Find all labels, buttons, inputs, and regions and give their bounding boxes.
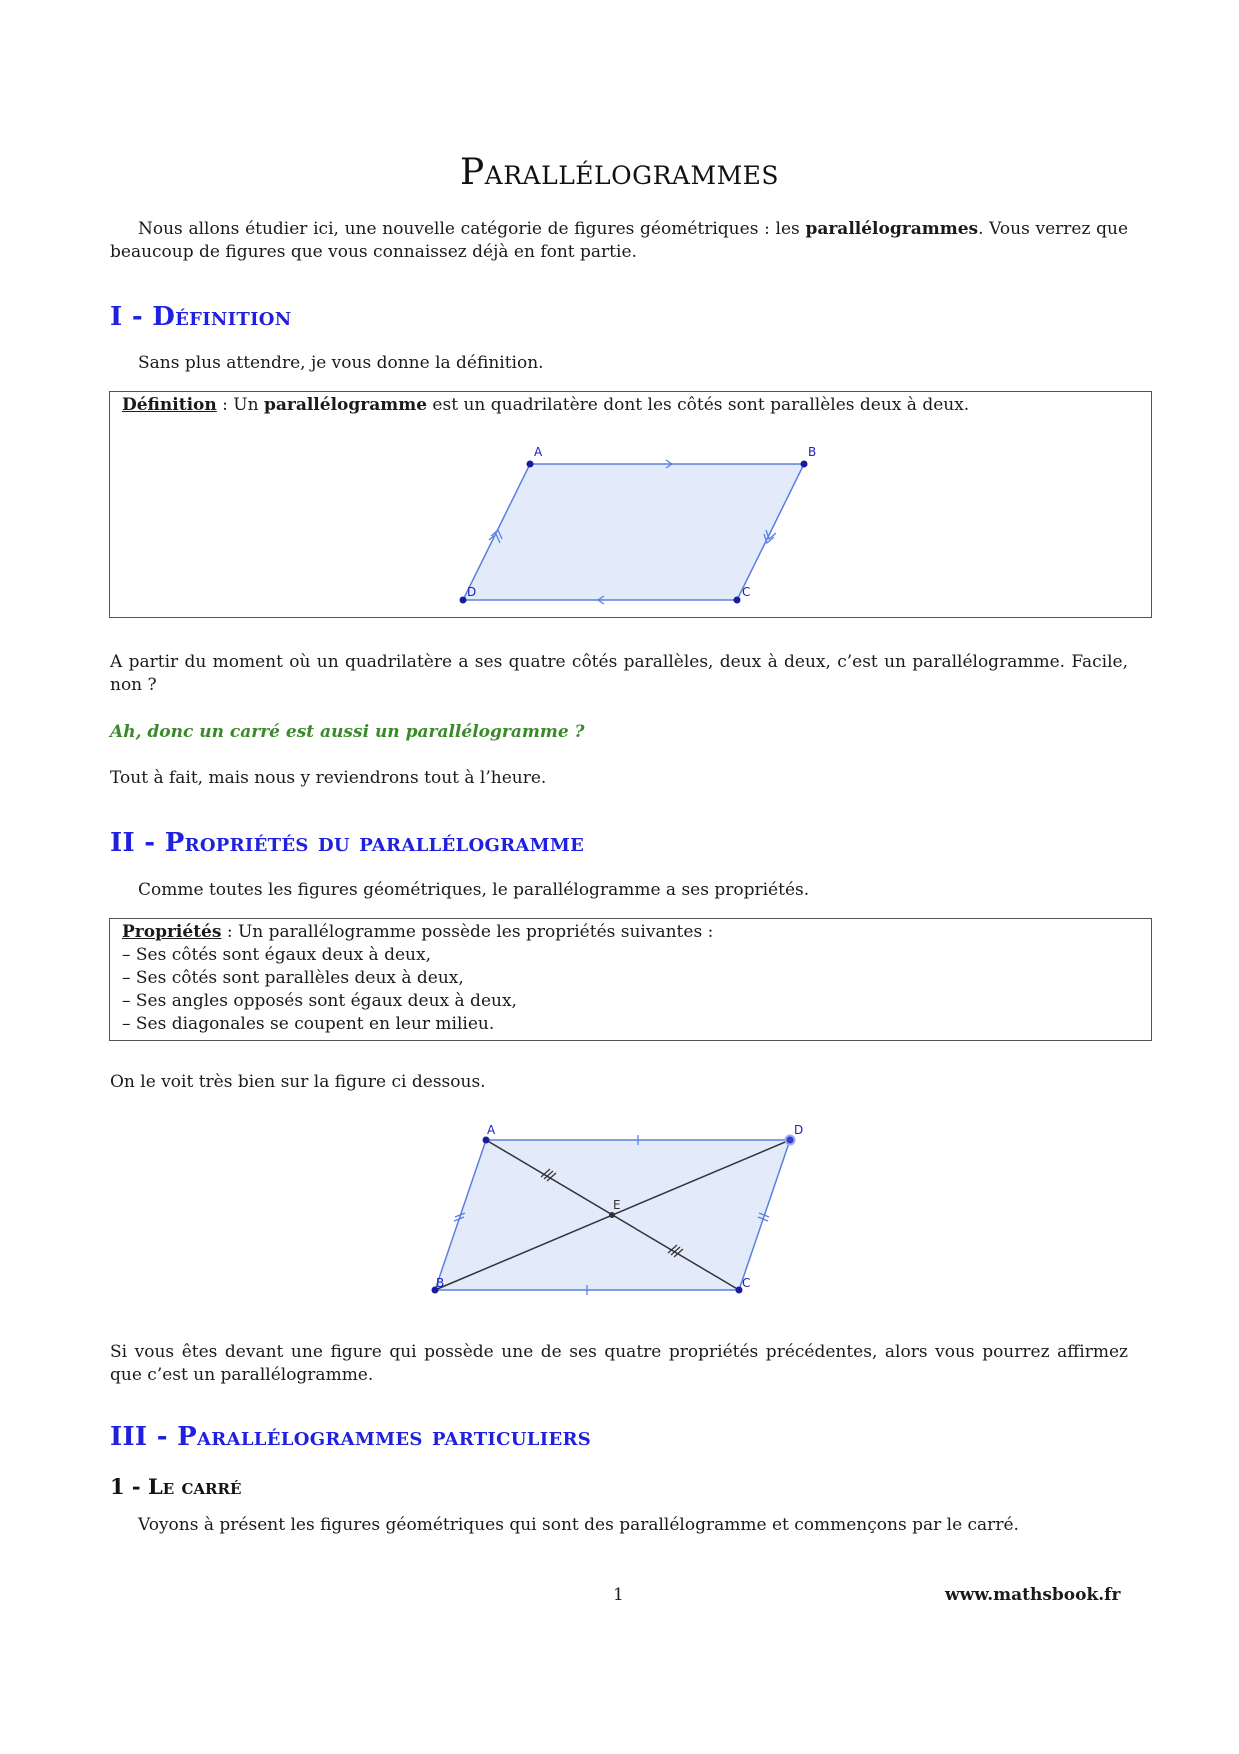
- section-heading-definition: I - Définition: [110, 302, 292, 332]
- definition-text: [122, 394, 969, 417]
- page-title: Parallélogrammes: [459, 152, 780, 193]
- definition-sep: : Un: [216, 395, 264, 415]
- figure-intro-line: On le voit très bien sur la figure ci dessous.: [110, 1072, 486, 1092]
- point-a: [527, 461, 534, 468]
- point-e: [609, 1212, 615, 1218]
- label-d: D: [794, 1125, 804, 1137]
- label-a: A: [487, 1125, 496, 1137]
- section1-lead: Sans plus attendre, je vous donne la définition.: [138, 353, 544, 373]
- section3-lead: Voyons à présent les figures géométriques qui sont des parallélogramme et commençons par le carré.: [138, 1515, 1019, 1535]
- point-a: [483, 1137, 490, 1144]
- section-heading-properties: II - Propriétés du parallélogramme: [110, 828, 585, 858]
- properties-list: [122, 921, 713, 1036]
- definition-label: Définition: [122, 395, 217, 415]
- definition-followup: A partir du moment où un quadrilatère a ses quatre côtés parallèles, deux à deux, c’est un parallélogramme. Facile, non ?: [110, 652, 1128, 695]
- label-b: B: [808, 445, 817, 459]
- parallelogram-shape: [463, 464, 804, 600]
- properties-box: [109, 918, 1152, 1041]
- point-b: [801, 461, 808, 468]
- intro-paragraph: [110, 218, 1128, 264]
- point-d: [460, 597, 467, 604]
- footer-site-link[interactable]: www.mathsbook.fr: [945, 1585, 1121, 1605]
- definition-rest: est un quadrilatère dont les côtés sont parallèles deux à deux.: [427, 395, 970, 415]
- label-c: C: [742, 585, 751, 599]
- label-e: E: [613, 1198, 621, 1212]
- question-line: Ah, donc un carré est aussi un parallélogramme ?: [110, 722, 585, 742]
- point-c: [734, 597, 741, 604]
- list-item: – Ses angles opposés sont égaux deux à deux,: [122, 991, 517, 1011]
- subsection-heading-square: 1 - Le carré: [110, 1474, 242, 1499]
- intro-text-before: Nous allons étudier ici, une nouvelle catégorie de figures géométriques : les: [138, 219, 806, 239]
- list-item: – Ses côtés sont parallèles deux à deux,: [122, 968, 464, 988]
- intro-bold-term: parallélogrammes: [805, 219, 979, 239]
- list-item: – Ses côtés sont égaux deux à deux,: [122, 945, 431, 965]
- properties-label: Propriétés: [122, 922, 222, 942]
- section-heading-particular: III - Parallélogrammes particuliers: [110, 1422, 592, 1452]
- definition-term: parallélogramme: [263, 395, 428, 415]
- label-a: A: [534, 445, 543, 459]
- properties-followup: Si vous êtes devant une figure qui possède une de ses quatre propriétés précédentes, alors vous pourrez affirmez que c’est un parallélogramme.: [110, 1342, 1128, 1385]
- parallelogram-diagonals-figure: [420, 1125, 820, 1305]
- label-c: C: [742, 1276, 751, 1290]
- properties-intro-line: [122, 921, 713, 944]
- properties-intro: : Un parallélogramme possède les propriétés suivantes :: [221, 922, 714, 942]
- list-item: – Ses diagonales se coupent en leur milieu.: [122, 1014, 495, 1034]
- intro-text-after: . Vous verrez que beaucoup de figures que vous connaissez déjà en font partie.: [110, 219, 1128, 262]
- parallelogram-figure: [440, 440, 830, 610]
- section2-lead: Comme toutes les figures géométriques, le parallélogramme a ses propriétés.: [138, 880, 810, 900]
- page-number: 1: [613, 1585, 624, 1605]
- label-d: D: [467, 585, 477, 599]
- label-b: B: [436, 1276, 445, 1290]
- answer-line: Tout à fait, mais nous y reviendrons tout à l’heure.: [110, 768, 547, 788]
